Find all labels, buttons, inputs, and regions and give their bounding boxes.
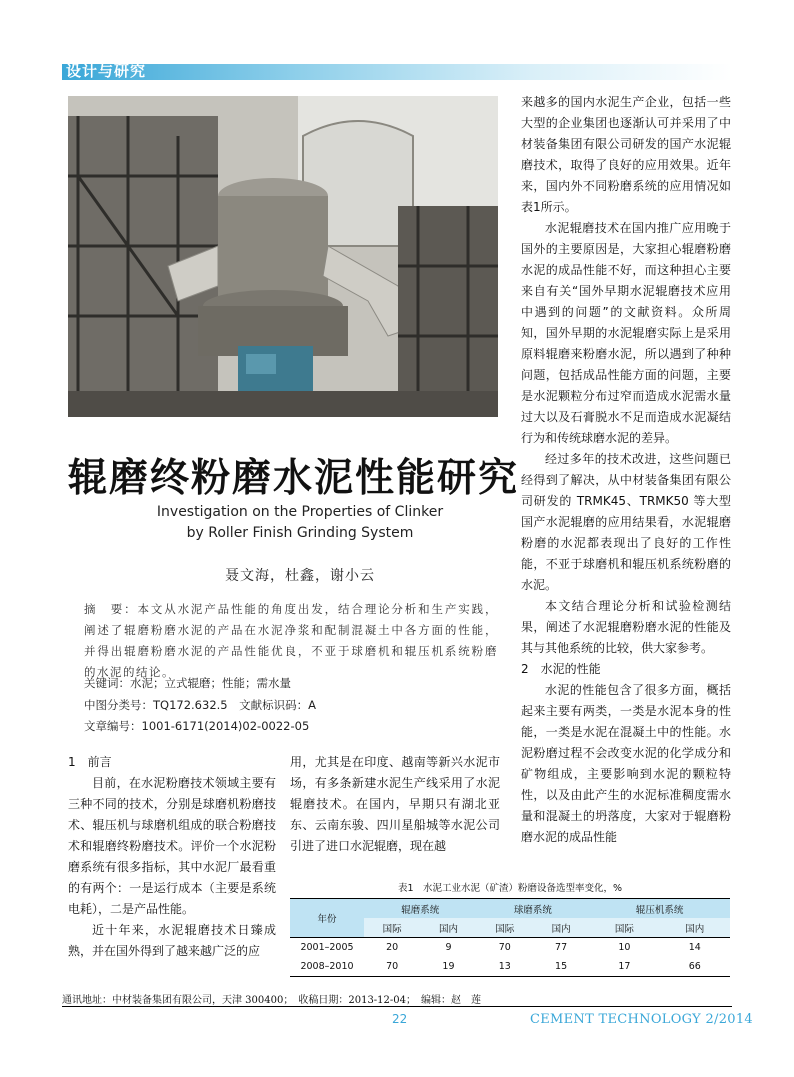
clc-number: 中图分类号：TQ172.632.5 文献标识码：A <box>84 698 316 712</box>
table-cell: 13 <box>498 961 511 972</box>
paragraph: 目前，在水泥粉磨技术领域主要有三种不同的技术，分别是球磨机粉磨技术、辊压机与球磨机组成的联合粉磨技术和辊磨终粉磨技术。评价一个水泥粉磨系统有很多指标，其中水泥厂最看重的有两个：一是运行成本（主要是系统电耗），二是产品性能。 <box>68 776 276 916</box>
table-subheader: 国内 <box>660 918 730 938</box>
paragraph: 经过多年的技术改进，这些问题已经得到了解决，从中材装备集团有限公司研发的 TRMK45、TRMK50 等大型国产水泥辊磨的应用结果看，水泥辊磨粉磨的水泥都表现出了良好的工作性能，不亚于球磨机和辊压机系统粉磨的水泥。 <box>521 452 731 592</box>
table-subheader: 国际 <box>477 918 533 938</box>
section-heading-1: 1 前言 <box>68 755 112 769</box>
paragraph: 近十年来，水泥辊磨技术日臻成熟，并在国外得到了越来越广泛的应 <box>68 923 276 958</box>
paragraph: 水泥的性能包含了很多方面，概括起来主要有两类，一类是水泥本身的性能，一类是水泥在混凝土中的性能。水泥粉磨过程不会改变水泥的化学成分和矿物组成，主要影响到水泥的颗粒特性，以及由此产生的水泥标准稠度需水量和混凝土的坍落度，大家对于辊磨粉磨水泥的成品性能 <box>521 683 731 844</box>
table-cell: 70 <box>386 961 399 972</box>
table-cell: 19 <box>442 961 455 972</box>
page-number: 22 <box>392 1012 408 1026</box>
table-cell: 14 <box>688 942 701 953</box>
table-cell: 9 <box>445 942 452 953</box>
table-cell: 66 <box>688 961 701 972</box>
table-header-year: 年份 <box>290 899 364 938</box>
table-header-group: 辊压机系统 <box>589 899 730 919</box>
abstract-text: 摘 要：本文从水泥产品性能的角度出发，结合理论分析和生产实践，阐述了辊磨粉磨水泥的产品在水泥净浆和配制混凝土中各方面的性能，并得出辊磨粉磨水泥的产品性能优良，不亚于球磨机和辊压机系统粉磨的水泥的结论。 <box>84 602 498 679</box>
table-cell: 10 <box>618 942 631 953</box>
table-header-group: 球磨系统 <box>477 899 590 919</box>
table-cell: 20 <box>386 942 399 953</box>
section-label: 设计与研究 <box>66 62 147 80</box>
cement-plant-photo <box>68 96 498 417</box>
table-cell-year: 2008–2010 <box>300 961 354 972</box>
table-cell: 70 <box>498 942 511 953</box>
table-cell: 17 <box>618 961 631 972</box>
journal-name: CEMENT TECHNOLOGY 2/2014 <box>530 1012 753 1027</box>
footer-divider <box>62 1006 732 1007</box>
table-cell: 77 <box>555 942 568 953</box>
table-subheader: 国际 <box>364 918 420 938</box>
paragraph: 用，尤其是在印度、越南等新兴水泥市场，有多条新建水泥生产线采用了水泥辊磨技术。在国内，早期只有湖北亚东、云南东骏、四川星船城等水泥公司引进了进口水泥辊磨，现在越 <box>290 755 500 853</box>
header-band <box>62 64 732 80</box>
table-subheader: 国内 <box>533 918 589 938</box>
table-caption: 表1 水泥工业水泥（矿渣）粉磨设备选型率变化，% <box>397 883 623 894</box>
body-column-left <box>68 752 276 962</box>
authors: 聂文海，杜鑫，谢小云 <box>225 568 375 584</box>
table-cell: 15 <box>555 961 568 972</box>
paragraph: 本文结合理论分析和试验检测结果，阐述了水泥辊磨粉磨水泥的性能及其与其他系统的比较，供大家参考。 <box>521 599 731 655</box>
title-en-line1: Investigation on the Properties of Clinker <box>156 504 444 520</box>
table-subheader: 国际 <box>589 918 659 938</box>
table-row <box>290 957 730 977</box>
body-column-right <box>521 92 731 848</box>
grinding-equipment-table <box>290 898 730 977</box>
keywords: 关键词：水泥；立式辊磨；性能；需水量 <box>84 676 291 690</box>
title-en-line2: by Roller Finish Grinding System <box>186 525 414 541</box>
title-en <box>100 502 500 544</box>
table-header-group: 辊磨系统 <box>364 899 477 919</box>
table-subheader: 国内 <box>420 918 476 938</box>
paragraph: 来越多的国内水泥生产企业，包括一些大型的企业集团也逐渐认可并采用了中材装备集团有限公司研发的国产水泥辊磨技术，取得了良好的应用效果。近年来，国内外不同粉磨系统的应用情况如表1所示。 <box>521 95 731 214</box>
title-cn: 辊磨终粉磨水泥性能研究 <box>68 456 520 501</box>
table-row <box>290 938 730 958</box>
table-cell-year: 2001–2005 <box>300 942 354 953</box>
article-number: 文章编号：1001-6171(2014)02-0022-05 <box>84 719 310 733</box>
cement-plant-roller-mill-icon <box>68 96 498 417</box>
contact-info: 通讯地址：中材装备集团有限公司，天津 300400； 收稿日期：2013-12-04； 编辑：赵 莲 <box>62 995 482 1006</box>
paragraph: 水泥辊磨技术在国内推广应用晚于国外的主要原因是，大家担心辊磨粉磨水泥的成品性能不好，而这种担心主要来自有关“国外早期水泥辊磨技术应用中遇到的问题”的文献资料。众所周知，国外早期的水泥辊磨实际上是采用原料辊磨来粉磨水泥，所以遇到了种种问题，包括成品性能方面的问题，主要是水泥颗粒分布过窄而造成水泥需水量过大以及石膏脱水不足而造成水泥凝结行为和传统球磨水泥的差异。 <box>521 221 731 445</box>
section-heading-2: 2 水泥的性能 <box>521 662 601 676</box>
body-column-middle <box>290 752 500 857</box>
